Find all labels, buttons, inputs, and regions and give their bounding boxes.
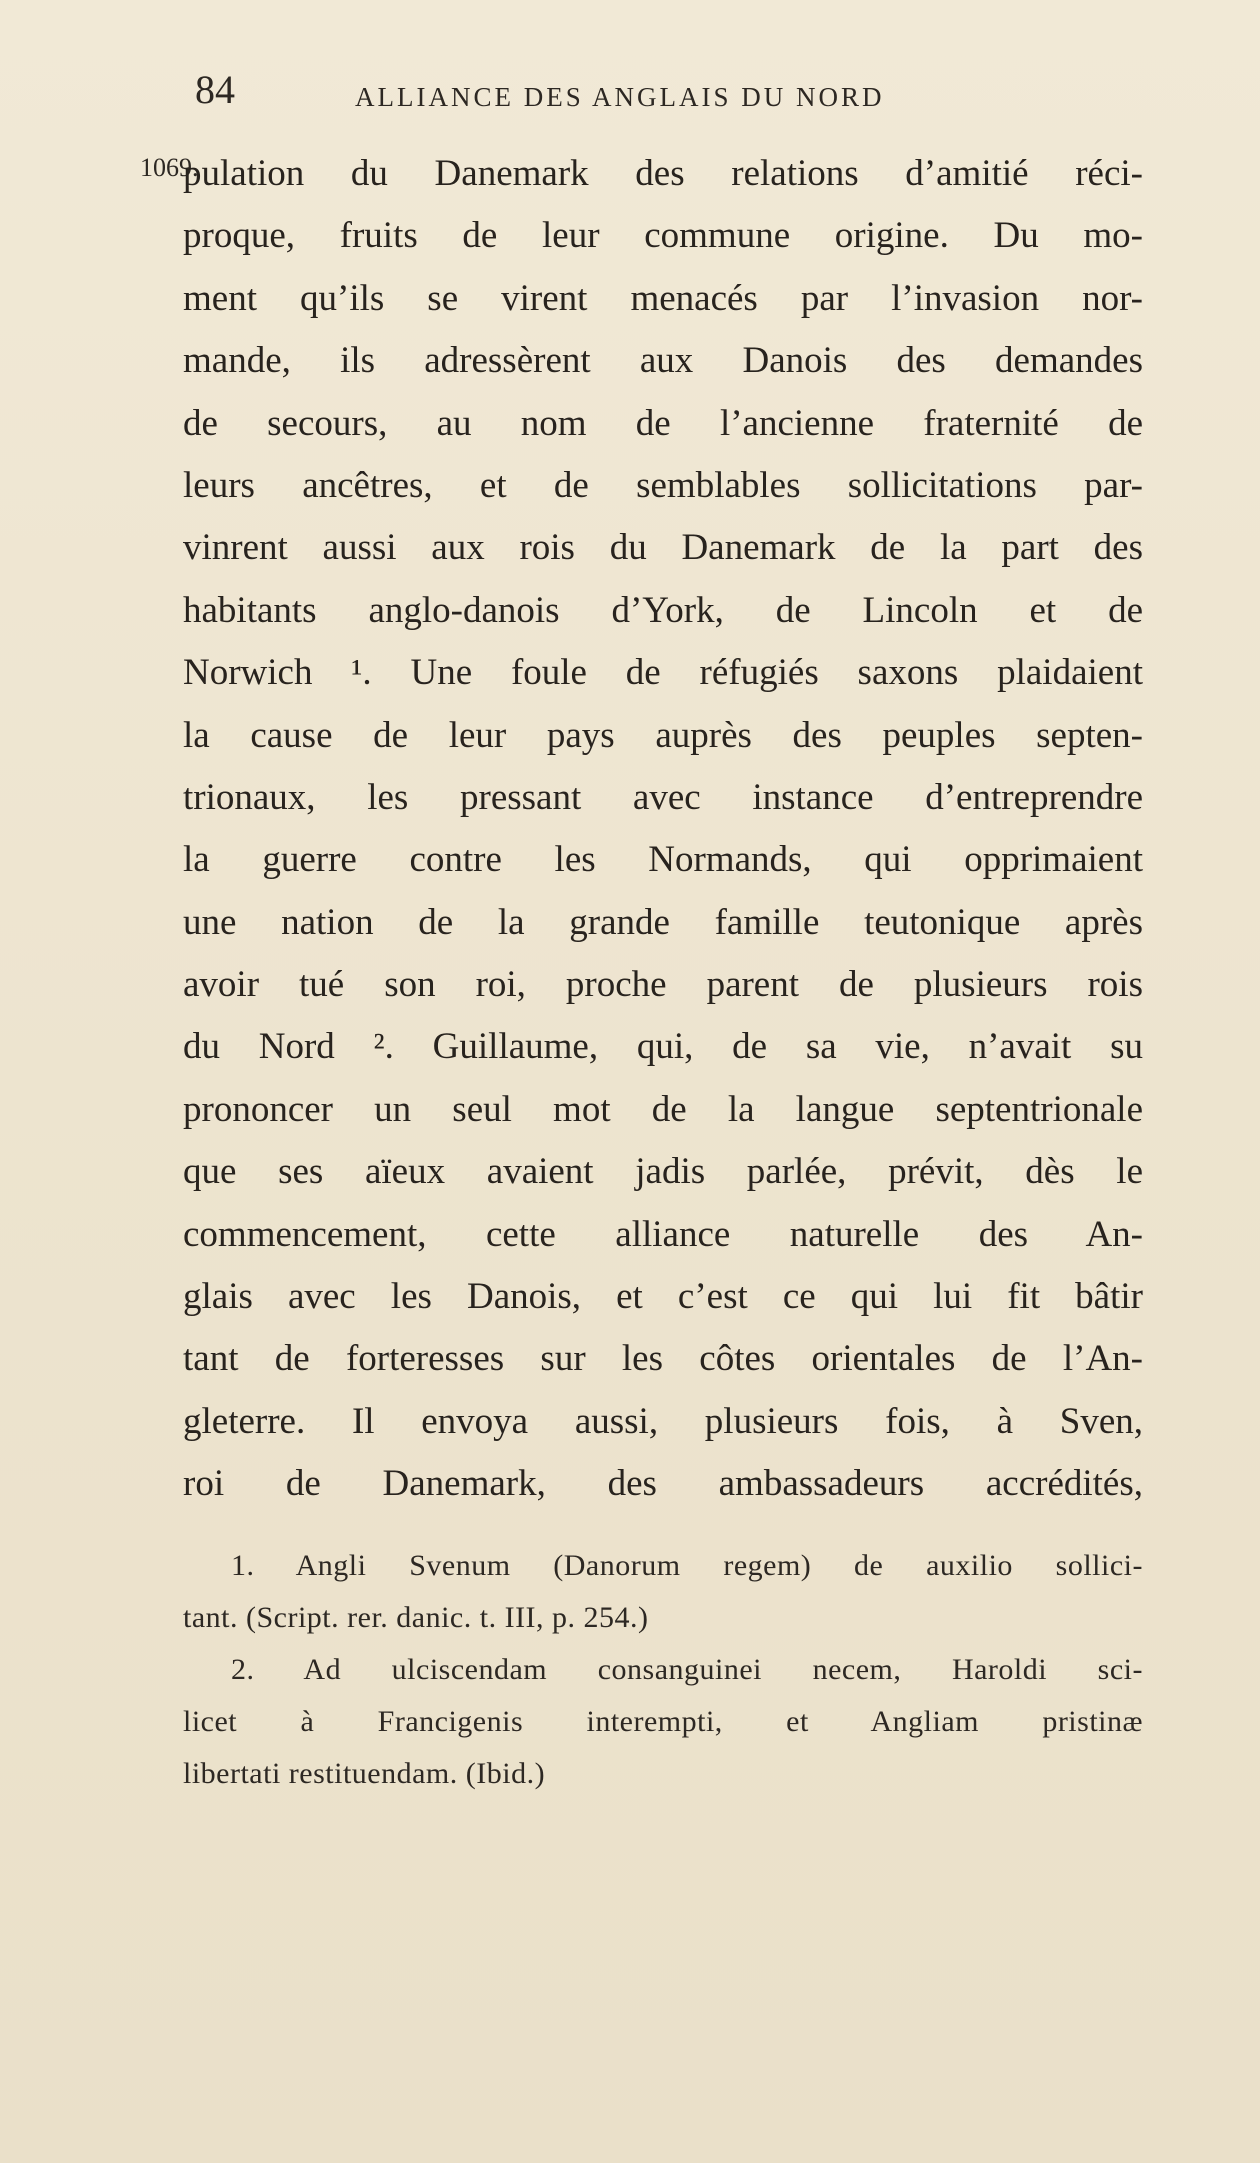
footnote-2-line: libertati restituendam. (Ibid.) (183, 1757, 546, 1790)
body-line: leurs ancêtres, et de semblables sollicitations par- (183, 464, 1143, 506)
body-line: habitants anglo-danois d’York, de Lincoln et de (183, 589, 1143, 631)
body-line: la cause de leur pays auprès des peuples septen- (183, 714, 1143, 756)
body-line: commencement, cette alliance naturelle des An- (183, 1213, 1143, 1255)
body-line: tant de forteresses sur les côtes orientales de l’An- (183, 1338, 1143, 1380)
body-line: du Nord ². Guillaume, qui, de sa vie, n’avait su (183, 1026, 1143, 1068)
footnote-2-line: 2. Ad ulciscendam consanguinei necem, Haroldi sci- (231, 1653, 1143, 1686)
body-line: de secours, au nom de l’ancienne fraternité de (183, 402, 1143, 444)
body-line: glais avec les Danois, et c’est ce qui lui fit bâtir (183, 1276, 1143, 1318)
body-line: que ses aïeux avaient jadis parlée, prévit, dès le (183, 1151, 1143, 1193)
page-header (195, 60, 1005, 120)
page-number: 84 (195, 67, 235, 112)
body-line: Norwich ¹. Une foule de réfugiés saxons plaidaient (183, 652, 1143, 694)
body-line: la guerre contre les Normands, qui opprimaient (183, 839, 1143, 881)
body-line: gleterre. Il envoya aussi, plusieurs fois, à Sven, (183, 1400, 1143, 1442)
footnote-1-line: tant. (Script. rer. danic. t. III, p. 254.) (183, 1601, 649, 1634)
footnotes (183, 1540, 1143, 1800)
body-line: prononcer un seul mot de la langue septentrionale (183, 1088, 1143, 1130)
body-line: une nation de la grande famille teutonique après (183, 901, 1143, 943)
body-line: proque, fruits de leur commune origine. Du mo- (183, 215, 1143, 257)
running-head: ALLIANCE DES ANGLAIS DU NORD (355, 82, 885, 112)
body-line: vinrent aussi aux rois du Danemark de la part des (183, 527, 1143, 569)
body-line: trionaux, les pressant avec instance d’entreprendre (183, 776, 1143, 818)
body-text (183, 143, 1143, 1516)
body-line: pulation du Danemark des relations d’amitié réci- (183, 153, 1143, 194)
margin-year: 1069. (140, 153, 199, 182)
body-line: ment qu’ils se virent menacés par l’invasion nor- (183, 277, 1143, 319)
body-line: mande, ils adressèrent aux Danois des demandes (183, 340, 1143, 382)
body-line: avoir tué son roi, proche parent de plusieurs rois (183, 964, 1143, 1006)
footnote-1-line: 1. Angli Svenum (Danorum regem) de auxilio sollici- (231, 1549, 1143, 1582)
footnote-2-line: licet à Francigenis interempti, et Angliam pristinæ (183, 1705, 1143, 1738)
body-line: roi de Danemark, des ambassadeurs accrédités, (183, 1463, 1143, 1505)
